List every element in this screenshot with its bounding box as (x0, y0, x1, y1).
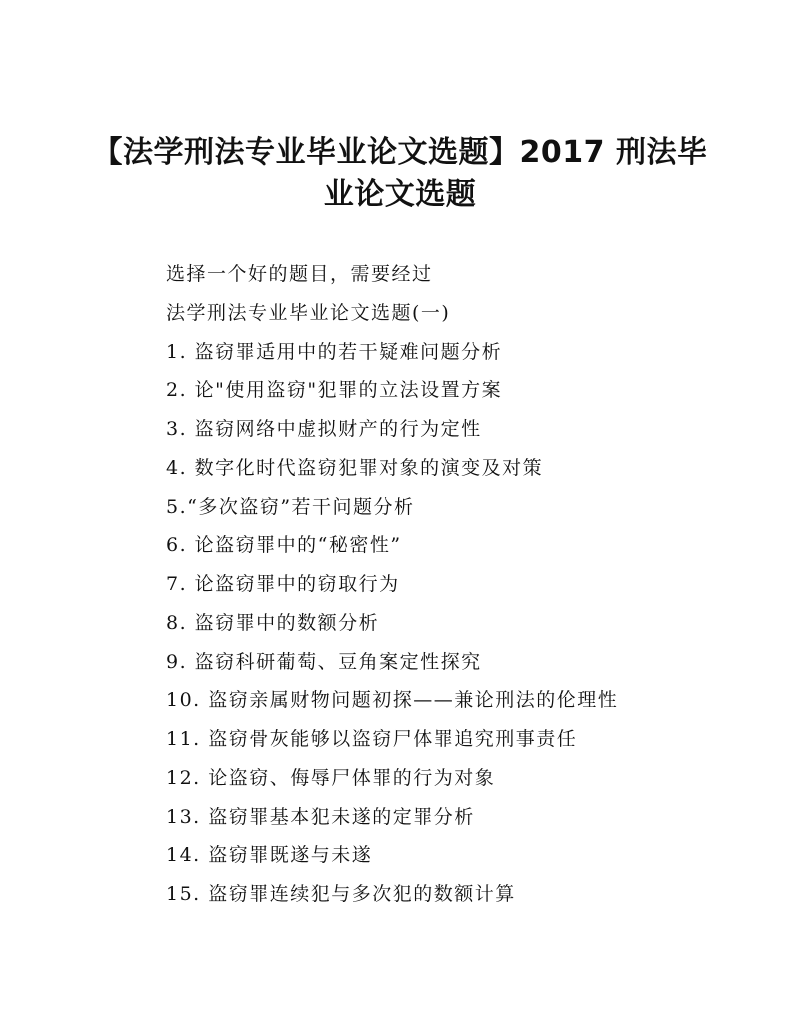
list-item: 8. 盗窃罪中的数额分析 (166, 611, 380, 634)
list-item: 4. 数字化时代盗窃犯罪对象的演变及对策 (166, 456, 544, 479)
section-heading: 法学刑法专业毕业论文选题(一) (166, 301, 451, 324)
list-item: 13. 盗窃罪基本犯未遂的定罪分析 (166, 805, 475, 828)
title-line-2: 业论文选题 (323, 177, 477, 212)
list-item: 1. 盗窃罪适用中的若干疑难问题分析 (166, 340, 503, 363)
list-item: 10. 盗窃亲属财物问题初探——兼论刑法的伦理性 (166, 689, 619, 712)
title-line-1: 【法学刑法专业毕业论文选题】2017 刑法毕 (92, 135, 708, 170)
list-item: 3. 盗窃网络中虚拟财产的行为定性 (166, 418, 482, 440)
list-item: 14. 盗窃罪既遂与未遂 (166, 844, 373, 867)
list-item: 2. 论"使用盗窃"犯罪的立法设置方案 (166, 379, 503, 402)
list-item: 5.“多次盗窃”若干问题分析 (166, 495, 415, 518)
list-item: 9. 盗窃科研葡萄、豆角案定性探究 (166, 650, 482, 673)
list-item: 12. 论盗窃、侮辱尸体罪的行为对象 (166, 766, 496, 789)
list-item: 6. 论盗窃罪中的“秘密性” (166, 534, 402, 557)
document-body (166, 255, 766, 914)
list-item: 11. 盗窃骨灰能够以盗窃尸体罪追究刑事责任 (166, 728, 578, 750)
list-item: 7. 论盗窃罪中的窃取行为 (166, 573, 400, 595)
intro-text: 选择一个好的题目，需要经过 (166, 263, 433, 285)
list-item: 15. 盗窃罪连续犯与多次犯的数额计算 (166, 883, 516, 905)
document-title (60, 132, 740, 216)
